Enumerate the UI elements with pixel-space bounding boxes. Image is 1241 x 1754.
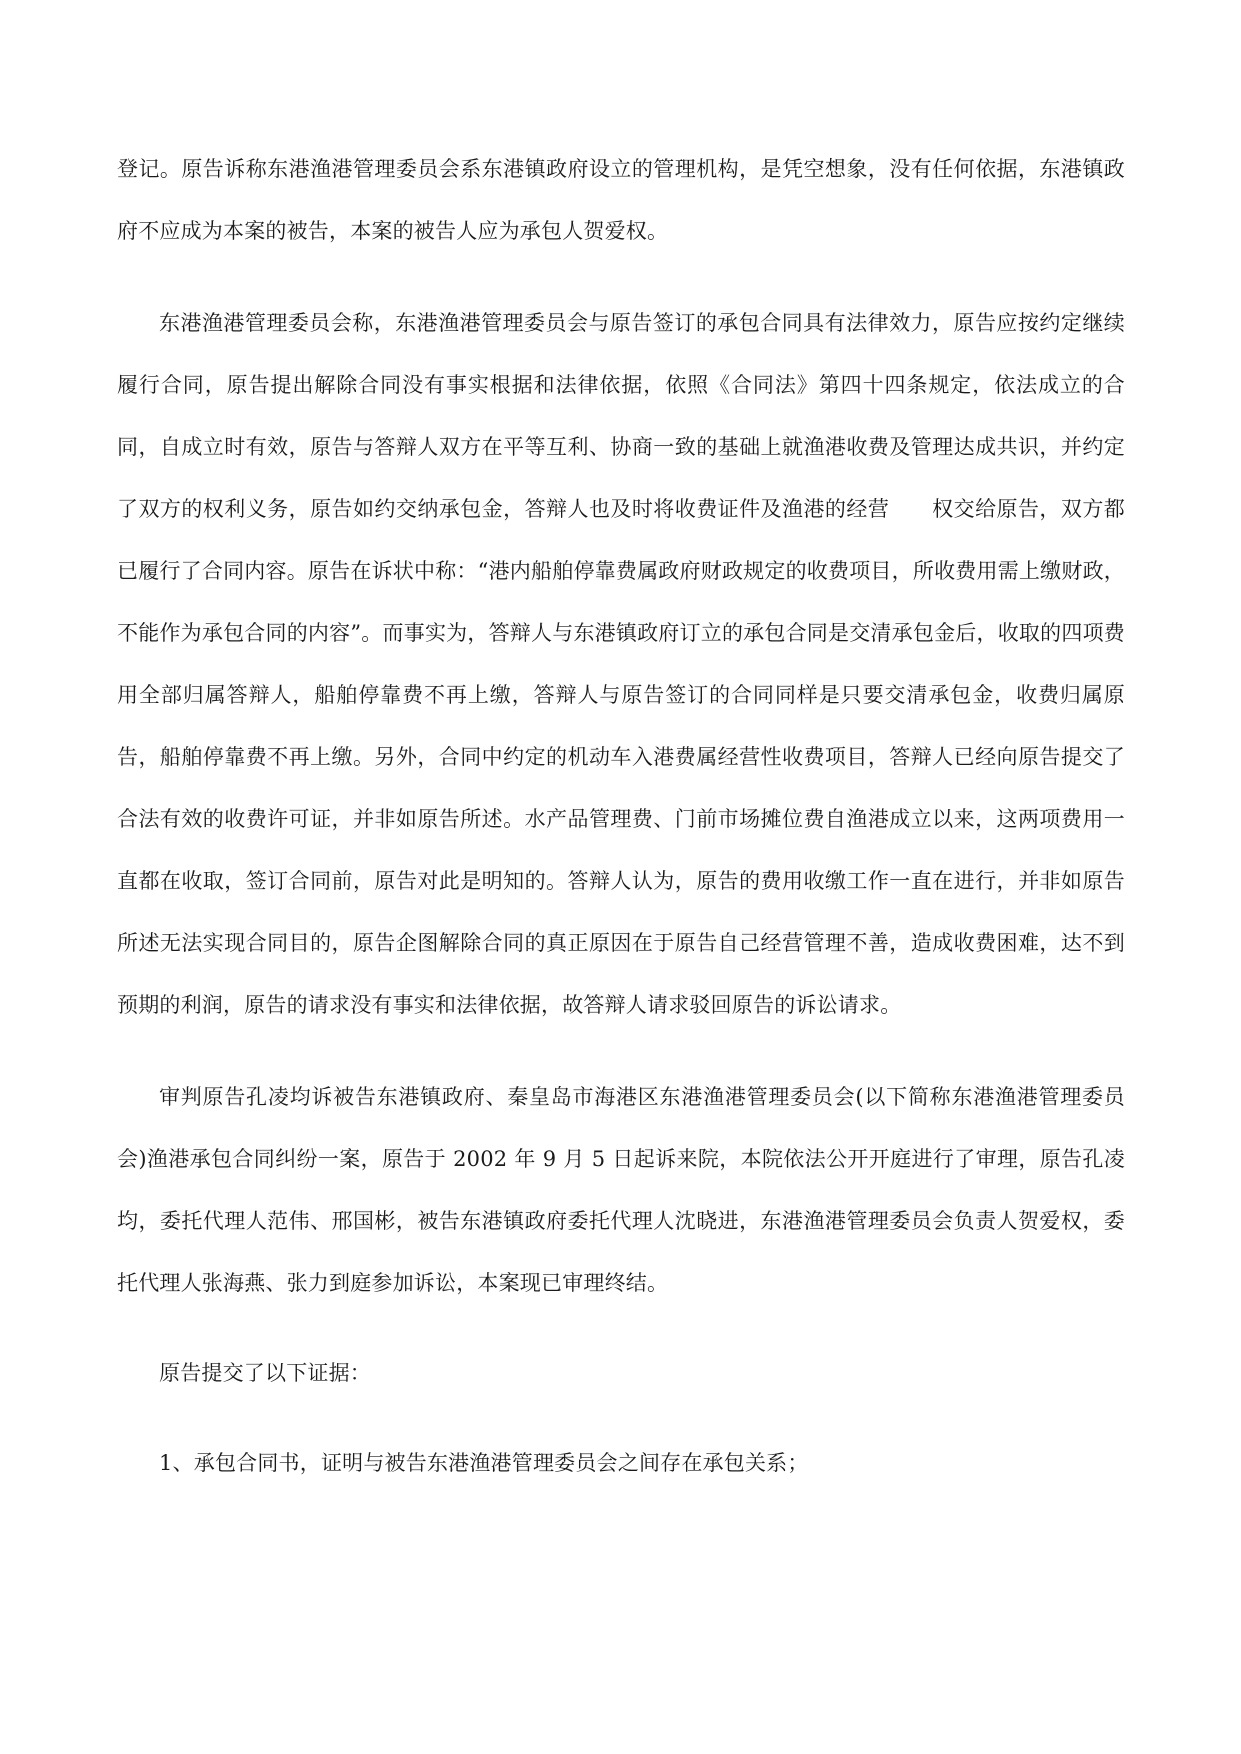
paragraph-gap — [117, 262, 1125, 292]
paragraph-gap — [117, 1314, 1125, 1342]
paragraph-continuation: 登记。原告诉称东港渔港管理委员会系东港镇政府设立的管理机构，是凭空想象，没有任何依据，东港镇政府不应成为本案的被告，本案的被告人应为承包人贺爱权。 — [117, 157, 1125, 243]
paragraph-evidence-item-1: 1、承包合同书，证明与被告东港渔港管理委员会之间存在承包关系； — [159, 1451, 809, 1475]
paragraph-defense-statement: 东港渔港管理委员会称，东港渔港管理委员会与原告签订的承包合同具有法律效力，原告应按约定继续履行合同，原告提出解除合同没有事实根据和法律依据，依照《合同法》第四十四条规定，依法成立的合同，自成立时有效，原告与答辩人双方在平等互利、协商一致的基础上就渔港收费及管理达成共识，并约定了双方的权利义务，原告如约交纳承包金，答辩人也及时将收费证件及渔港的经营 权交给原告，双方都已履行了合同内容。原告在诉状中称：“港内船舶停靠费属政府财政规定的收费项目，所收费用需上缴财政，不能作为承包合同的内容”。而事实为，答辩人与东港镇政府订立的承包合同是交清承包金后，收取的四项费用全部归属答辩人，船舶停靠费不再上缴，答辩人与原告签订的合同同样是只要交清承包金，收费归属原告，船舶停靠费不再上缴。另外，合同中约定的机动车入港费属经营性收费项目，答辩人已经向原告提交了合法有效的收费许可证，并非如原告所述。水产品管理费、门前市场摊位费自渔港成立以来，这两项费用一直都在收取，签订合同前，原告对此是明知的。答辩人认为，原告的费用收缴工作一直在进行，并非如原告所述无法实现合同目的，原告企图解除合同的真正原因在于原告自己经营管理不善，造成收费困难，达不到预期的利润，原告的请求没有事实和法律依据，故答辩人请求驳回原告的诉讼请求。 — [117, 311, 1125, 1017]
paragraph-trial-summary: 审判原告孔凌均诉被告东港镇政府、秦皇岛市海港区东港渔港管理委员会(以下简称东港渔港管理委员会)渔港承包合同纠纷一案，原告于 2002 年 9 月 5 日起诉来院，本院依法公开开庭进行了审理，原告孔凌均，委托代理人范伟、邢国彬，被告东港镇政府委托代理人沈晓进，东港渔港管理委员会负责人贺爱权，委托代理人张海燕、张力到庭参加诉讼，本案现已审理终结。 — [117, 1085, 1125, 1295]
document-body — [117, 138, 1125, 1494]
paragraph-gap — [117, 1404, 1125, 1432]
paragraph-gap — [117, 1036, 1125, 1066]
paragraph-evidence-heading: 原告提交了以下证据： — [159, 1361, 371, 1385]
